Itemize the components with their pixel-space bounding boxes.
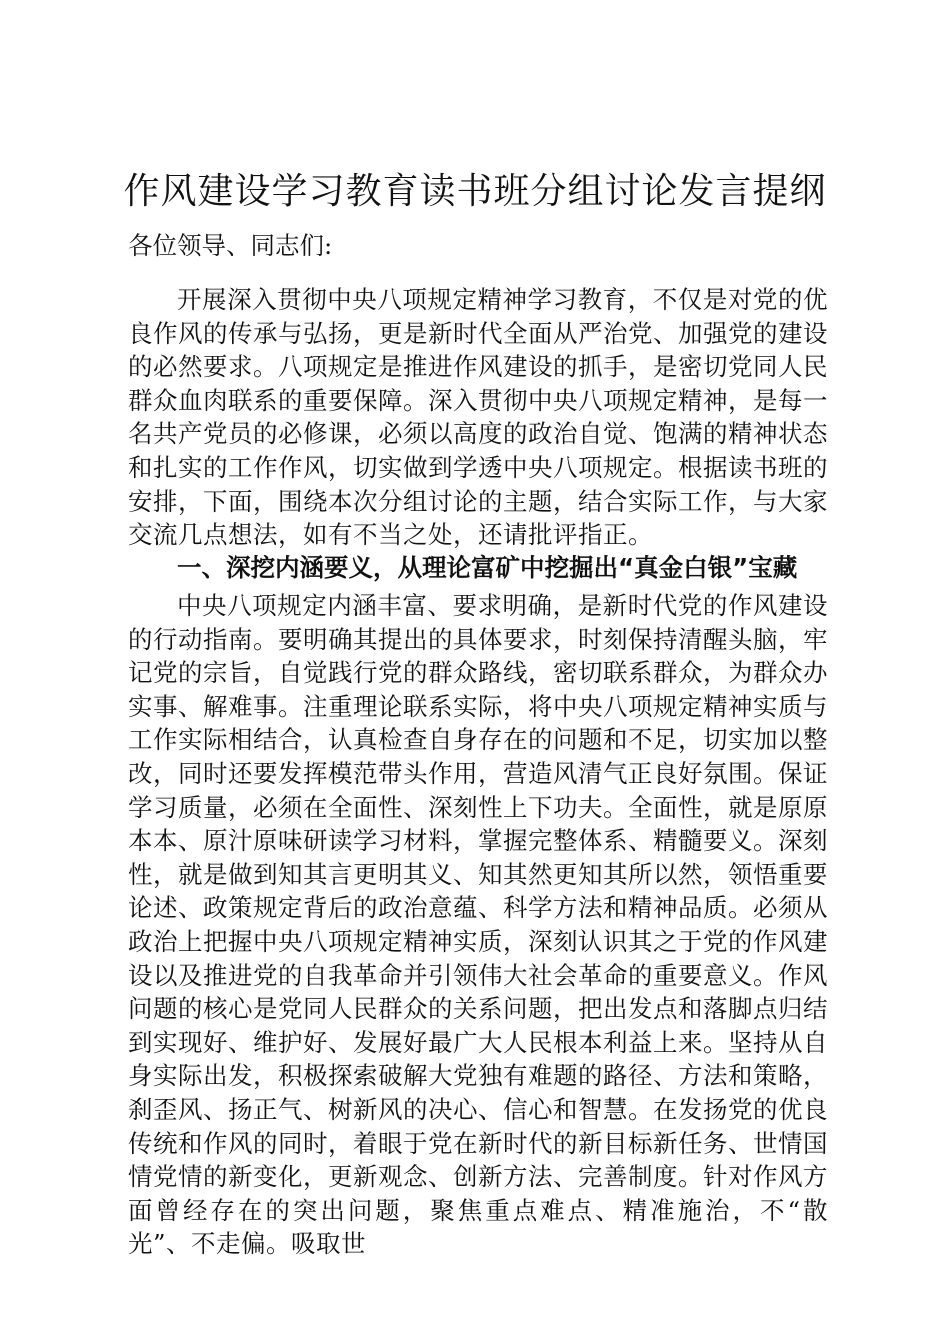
section-heading: 一、深挖内涵要义，从理论富矿中挖掘出“真金白银”宝藏: [177, 553, 798, 582]
salutation: 各位领导、同志们:: [128, 231, 333, 260]
intro-paragraph: 开展深入贯彻中央八项规定精神学习教育，不仅是对党的优良作风的传承与弘扬，更是新时代全面从严治党、加强党的建设的必然要求。八项规定是推进作风建设的抓手，是密切党同人民群众血肉联系的重要保障。深入贯彻中央八项规定精神，是每一名共产党员的必修课，必须以高度的政治自觉、饱满的精神状态和扎实的工作作风，切实做到学透中央八项规定。根据读书班的安排，下面，围绕本次分组讨论的主题，结合实际工作，与大家交流几点想法，如有不当之处，还请批评指正。: [128, 285, 828, 550]
document-title: 作风建设学习教育读书班分组讨论发言提纲: [123, 171, 827, 212]
body-paragraph: 中央八项规定内涵丰富、要求明确，是新时代党的作风建设的行动指南。要明确其提出的具体要求，时刻保持清醒头脑，牢记党的宗旨，自觉践行党的群众路线，密切联系群众，为群众办实事、解难事。注重理论联系实际，将中央八项规定精神实质与工作实际相结合，认真检查自身存在的问题和不足，切实加以整改，同时还要发挥模范带头作用，营造风清气正良好氛围。保证学习质量，必须在全面性、深刻性上下功夫。全面性，就是原原本本、原汁原味研读学习材料，掌握完整体系、精髓要义。深刻性，就是做到知其言更明其义、知其然更知其所以然，领悟重要论述、政策规定背后的政治意蕴、科学方法和精神品质。必须从政治上把握中央八项规定精神实质，深刻认识其之于党的作风建设以及推进党的自我革命并引领伟大社会革命的重要意义。作风问题的核心是党同人民群众的关系问题，把出发点和落脚点归结到实现好、维护好、发展好最广大人民根本利益上来。坚持从自身实际出发，积极探索破解大党独有难题的路径、方法和策略，刹歪风、扬正气、树新风的决心、信心和智慧。在发扬党的优良传统和作风的同时，着眼于党在新时代的新目标新任务、世情国情党情的新变化，更新观念、创新方法、完善制度。针对作风方面曾经存在的突出问题，聚焦重点难点、精准施治，不“散光”、不走偏。吸取世: [128, 591, 828, 1259]
